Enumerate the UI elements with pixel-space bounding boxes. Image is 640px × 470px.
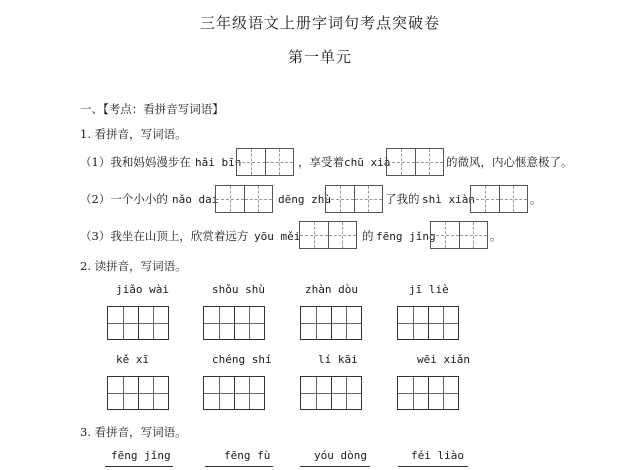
question-1-title: 1. 看拼音，写词语。 xyxy=(80,127,187,141)
answer-box-shi-xian[interactable] xyxy=(470,185,528,213)
pinyin-hai-bin: hǎi bīn xyxy=(195,156,242,169)
pinyin-cheng-shi: chéng shí xyxy=(212,353,272,366)
sentence-3-part-b: 的 xyxy=(362,229,374,243)
pinyin-jiao-wai: jiǎo wài xyxy=(116,283,169,296)
grid-cheng-shi[interactable] xyxy=(203,376,265,410)
answer-box-nao-dai[interactable] xyxy=(215,185,273,213)
sentence-3-part-a: （3）我坐在山顶上，欣赏着远方 xyxy=(80,229,249,243)
pinyin-shi-xian: shì xiàn xyxy=(422,193,475,206)
answer-box-hai-bin[interactable] xyxy=(236,148,294,176)
pinyin-nao-dai: nǎo dai xyxy=(172,193,219,206)
underline-4 xyxy=(398,466,468,467)
sentence-2-part-c: 。 xyxy=(530,192,542,206)
pinyin-feng-jing-2: fēng jǐng xyxy=(111,449,171,462)
pinyin-feng-jing-1: fēng jǐng xyxy=(376,230,436,243)
pinyin-chu-xia: chū xià xyxy=(344,156,391,169)
unit-title: 第一单元 xyxy=(287,48,352,66)
pinyin-fei-liao: féi liào xyxy=(411,449,464,462)
pinyin-ke-xi: kě xī xyxy=(116,353,150,366)
pinyin-li-kai: lí kāi xyxy=(318,353,358,366)
grid-jiao-wai[interactable] xyxy=(107,306,169,340)
answer-box-you-mei[interactable] xyxy=(299,221,357,249)
pinyin-wei-xian: wēi xiǎn xyxy=(417,353,470,366)
underline-2 xyxy=(205,466,273,467)
grid-shou-shu[interactable] xyxy=(203,306,265,340)
grid-wei-xian[interactable] xyxy=(397,376,459,410)
sentence-2-part-b: 了我的 xyxy=(385,192,420,206)
pinyin-shou-shu: shǒu shù xyxy=(212,283,265,296)
sentence-1-part-c: 的微风，内心惬意极了。 xyxy=(446,155,573,169)
pinyin-feng-fu: fēng fù xyxy=(224,449,271,462)
sentence-2-part-a: （2）一个小小的 xyxy=(80,192,168,206)
pinyin-zhan-dou: zhàn dòu xyxy=(305,283,358,296)
answer-box-chu-xia[interactable] xyxy=(386,148,444,176)
question-3-title: 3. 看拼音，写词语。 xyxy=(80,425,187,439)
pinyin-deng-zhu: dēng zhù xyxy=(278,193,331,206)
pinyin-you-dong: yóu dòng xyxy=(314,449,367,462)
page-title: 三年级语文上册字词句考点突破卷 xyxy=(199,14,440,32)
answer-box-deng-zhu[interactable] xyxy=(325,185,383,213)
pinyin-ji-lie: jī liè xyxy=(409,283,449,296)
sentence-3-part-c: 。 xyxy=(490,229,502,243)
grid-zhan-dou[interactable] xyxy=(300,306,362,340)
section-heading: 一、【考点：看拼音写词语】 xyxy=(80,102,224,116)
grid-ji-lie[interactable] xyxy=(397,306,459,340)
pinyin-you-mei: yōu měi xyxy=(254,230,301,243)
grid-ke-xi[interactable] xyxy=(107,376,169,410)
question-2-title: 2. 读拼音，写词语。 xyxy=(80,259,187,273)
grid-li-kai[interactable] xyxy=(300,376,362,410)
underline-3 xyxy=(300,466,370,467)
underline-1 xyxy=(105,466,173,467)
sentence-1-part-b: ，享受着 xyxy=(298,155,344,169)
sentence-1-part-a: （1）我和妈妈漫步在 xyxy=(80,155,191,169)
answer-box-feng-jing[interactable] xyxy=(430,221,488,249)
